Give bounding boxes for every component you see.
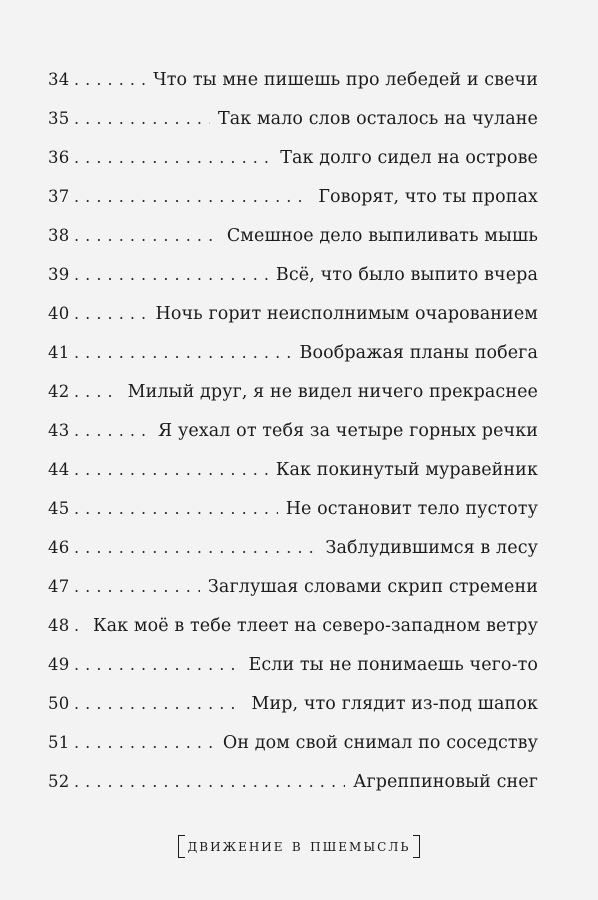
toc-entry-title: Агреппиновый снег bbox=[353, 772, 538, 792]
toc-entry-title: Всё, что было выпито вчера bbox=[275, 265, 538, 285]
toc-entry-page-number: 51 bbox=[48, 733, 70, 752]
toc-entry bbox=[48, 177, 538, 216]
toc-entry-page-number: 42 bbox=[48, 382, 70, 401]
toc-entry-leader-dots bbox=[74, 216, 219, 255]
toc-entry bbox=[48, 411, 538, 450]
toc-entry bbox=[48, 606, 538, 645]
toc-entry-title: Что ты мне пишешь про лебедей и свечи bbox=[153, 70, 538, 90]
toc-entry-title: Милый друг, я не видел ничего прекраснее bbox=[127, 382, 538, 402]
left-bracket bbox=[178, 835, 185, 858]
toc-entry-title: Не остановит тело пустоту bbox=[285, 499, 538, 519]
toc-entry-leader-dots bbox=[74, 567, 200, 606]
toc-entry-title: Ночь горит неисполнимым очарованием bbox=[155, 304, 538, 324]
toc-entry bbox=[48, 723, 538, 762]
toc-entry bbox=[48, 684, 538, 723]
toc-entry-page-number: 35 bbox=[48, 109, 70, 128]
toc-entry-page-number: 37 bbox=[48, 187, 70, 206]
toc-entry-leader-dots bbox=[74, 333, 291, 372]
toc-entry-leader-dots bbox=[74, 450, 268, 489]
toc-entry bbox=[48, 762, 538, 801]
toc-entry bbox=[48, 255, 538, 294]
toc-entry-page-number: 45 bbox=[48, 499, 70, 518]
table-of-contents bbox=[48, 60, 538, 801]
toc-entry-title: Так долго сидел на острове bbox=[280, 148, 538, 168]
toc-entry-page-number: 41 bbox=[48, 343, 70, 362]
toc-entry-title: Как покинутый муравейник bbox=[275, 460, 538, 480]
toc-entry-leader-dots bbox=[74, 684, 243, 723]
toc-entry-title: Так мало слов осталось на чулане bbox=[217, 109, 538, 129]
toc-entry-leader-dots bbox=[74, 372, 120, 411]
toc-entry bbox=[48, 567, 538, 606]
toc-entry-title: Мир, что глядит из-под шапок bbox=[251, 694, 538, 714]
toc-entry-leader-dots bbox=[74, 645, 240, 684]
toc-entry-page-number: 49 bbox=[48, 655, 70, 674]
toc-entry-leader-dots bbox=[74, 606, 85, 645]
toc-entry-page-number: 43 bbox=[48, 421, 70, 440]
toc-entry-leader-dots bbox=[74, 255, 268, 294]
toc-entry-page-number: 38 bbox=[48, 226, 70, 245]
toc-entry bbox=[48, 138, 538, 177]
toc-entry-page-number: 34 bbox=[48, 70, 70, 89]
toc-entry-page-number: 52 bbox=[48, 772, 70, 791]
toc-entry-title: Он дом свой снимал по соседству bbox=[222, 733, 538, 753]
toc-entry bbox=[48, 294, 538, 333]
toc-entry bbox=[48, 450, 538, 489]
section-heading-text: движение в пшемысль bbox=[187, 836, 411, 856]
toc-entry-page-number: 44 bbox=[48, 460, 70, 479]
toc-entry-page-number: 46 bbox=[48, 538, 70, 557]
toc-entry-title: Заблудившимся в лесу bbox=[325, 538, 538, 558]
toc-entry bbox=[48, 60, 538, 99]
toc-entry-leader-dots bbox=[74, 99, 210, 138]
right-bracket bbox=[413, 835, 420, 858]
toc-entry-title: Говорят, что ты пропах bbox=[318, 187, 538, 207]
section-heading bbox=[0, 826, 598, 866]
toc-entry-leader-dots bbox=[74, 294, 148, 333]
toc-entry-title: Если ты не понимаешь чего-то bbox=[248, 655, 538, 675]
toc-entry-leader-dots bbox=[74, 411, 150, 450]
toc-entry-leader-dots bbox=[74, 723, 215, 762]
toc-entry bbox=[48, 333, 538, 372]
toc-entry-leader-dots bbox=[74, 138, 272, 177]
toc-entry-title: Смешное дело выпиливать мышь bbox=[226, 226, 538, 246]
toc-entry bbox=[48, 645, 538, 684]
toc-entry-leader-dots bbox=[74, 177, 310, 216]
toc-entry-title: Заглушая словами скрип стремени bbox=[207, 577, 538, 597]
toc-entry bbox=[48, 528, 538, 567]
toc-entry-page-number: 39 bbox=[48, 265, 70, 284]
toc-entry-page-number: 47 bbox=[48, 577, 70, 596]
toc-entry-leader-dots bbox=[74, 762, 345, 801]
toc-entry-page-number: 50 bbox=[48, 694, 70, 713]
toc-entry-leader-dots bbox=[74, 528, 317, 567]
toc-entry bbox=[48, 216, 538, 255]
toc-entry bbox=[48, 99, 538, 138]
toc-entry bbox=[48, 372, 538, 411]
toc-entry-leader-dots bbox=[74, 60, 145, 99]
toc-entry-title: Я уехал от тебя за четыре горных речки bbox=[158, 421, 538, 441]
toc-entry-page-number: 48 bbox=[48, 616, 70, 635]
toc-entry-leader-dots bbox=[74, 489, 278, 528]
toc-entry-page-number: 36 bbox=[48, 148, 70, 167]
toc-entry-title: Воображая планы побега bbox=[299, 343, 538, 363]
toc-entry bbox=[48, 489, 538, 528]
toc-entry-page-number: 40 bbox=[48, 304, 70, 323]
toc-entry-title: Как моё в тебе тлеет на северо-западном ветру bbox=[93, 616, 538, 636]
section-heading-bracketed bbox=[178, 826, 421, 866]
